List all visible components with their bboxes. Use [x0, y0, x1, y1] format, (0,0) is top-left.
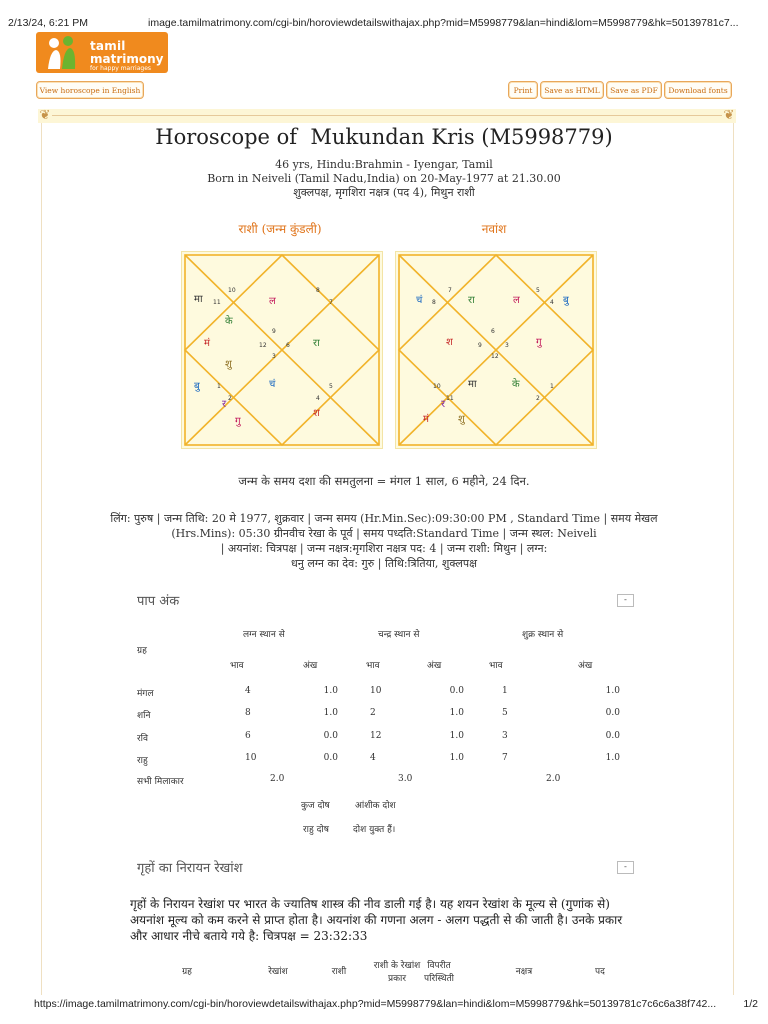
planet-label: रा [313, 338, 320, 349]
graha-header: ग्रह [137, 646, 147, 656]
papa-cell: 0.0 [605, 731, 620, 741]
col-pad: पद [595, 967, 605, 977]
papa-row-planet: शनि [137, 711, 151, 721]
house-number: 2 [536, 395, 540, 402]
papa-cell: 3 [502, 731, 508, 741]
house-number: 5 [329, 383, 333, 390]
papa-cell: 1.0 [449, 753, 464, 763]
print-header [0, 0, 768, 30]
house-number: 1 [217, 383, 221, 390]
total-shukra: 2.0 [546, 774, 561, 784]
group-header-lagna: लग्न स्थान से [243, 630, 285, 640]
download-fonts-button[interactable]: Download fonts [664, 81, 732, 99]
planet-label: रा [468, 295, 475, 306]
col-rekhansh: रेखांश [268, 967, 288, 977]
papa-cell: 0.0 [449, 686, 464, 696]
papa-cell: 7 [502, 753, 508, 763]
planet-label: ल [513, 295, 520, 306]
papa-cell: 0.0 [605, 708, 620, 718]
print-url: image.tamilmatrimony.com/cgi-bin/horoviewdetailswithajax.php?mid=M5998779&lan=hindi&lom=M5998779&hk=50139781c7... [148, 17, 739, 29]
planet-label: र [222, 399, 227, 410]
subheader-ankh: अंख [427, 661, 442, 671]
papa-cell: 6 [245, 731, 251, 741]
house-number: 6 [286, 342, 290, 349]
papa-cell: 1.0 [323, 686, 338, 696]
house-number: 12 [259, 342, 267, 349]
corner-ornament-icon: ❦ [723, 108, 735, 123]
papa-collapse-button[interactable]: - [617, 594, 634, 607]
save-pdf-button[interactable]: Save as PDF [606, 81, 662, 99]
papa-row-planet: रवि [137, 734, 149, 744]
papa-cell: 5 [502, 708, 508, 718]
planet-label: के [225, 316, 233, 327]
papa-cell: 8 [245, 708, 251, 718]
profile-name: Mukundan Kris (M5998779) [310, 125, 613, 149]
save-html-button[interactable]: Save as HTML [540, 81, 604, 99]
papa-cell: 4 [370, 753, 376, 763]
print-page-number: 1/2 [743, 998, 758, 1010]
house-number: 12 [491, 353, 499, 360]
planet-label: शु [458, 414, 465, 425]
logo-line1: tamil [90, 39, 126, 53]
papa-cell: 10 [245, 753, 257, 763]
nirayana-section-title: गृहों का निरायन रेखांश [137, 861, 243, 876]
papa-cell: 1 [502, 686, 508, 696]
planet-label: चं [269, 379, 276, 390]
profile-summary: 46 yrs, Hindu:Brahmin - Iyengar, Tamil [275, 158, 493, 171]
birth-summary: Born in Neiveli (Tamil Nadu,India) on 20-May-1977 at 21.30.00 [207, 172, 561, 185]
planet-label: शु [225, 359, 232, 370]
subheader-bhava: भाव [489, 661, 503, 671]
kuja-dosha-label: कुज दोष [301, 801, 330, 811]
papa-cell: 2 [370, 708, 376, 718]
planet-label: मा [194, 294, 203, 305]
papa-cell: 1.0 [323, 708, 338, 718]
planet-label: चं [416, 295, 423, 306]
total-chandra: 3.0 [398, 774, 413, 784]
dasha-balance: जन्म के समय दशा की समतुलना = मंगल 1 साल, 6 महीने, 24 दिन. [238, 474, 530, 488]
planet-label: बु [563, 295, 569, 306]
group-header-shukra: शुक्र स्थान से [522, 630, 564, 640]
house-number: 3 [272, 353, 276, 360]
house-number: 4 [550, 299, 554, 306]
navamsa-chart-title: नवांश [481, 222, 507, 236]
print-footer [0, 995, 768, 1015]
birth-details-line1: लिंग: पुरुष | जन्म तिथि: 20 मे 1977, शुक्रवार | जन्म समय (Hr.Min.Sec):09:30:00 PM , Standard Time | समय मेखल [110, 512, 658, 525]
planet-label: ल [269, 296, 276, 307]
planet-label: र [441, 399, 446, 410]
papa-row-planet: मंगल [137, 689, 154, 699]
view-english-button[interactable]: View horoscope in English [36, 81, 144, 99]
planet-label: श [446, 337, 453, 348]
papa-section-title: पाप अंक [137, 594, 180, 609]
house-number: 4 [316, 395, 320, 402]
planet-label: श [313, 408, 320, 419]
rasi-chart-grid [182, 252, 382, 448]
rasi-chart-title: राशी (जन्म कुंडली) [238, 222, 322, 236]
papa-cell: 10 [370, 686, 382, 696]
print-button[interactable]: Print [508, 81, 538, 99]
col-graha: ग्रह [182, 967, 192, 977]
house-number: 2 [228, 395, 232, 402]
house-number: 8 [432, 299, 436, 306]
group-header-chandra: चन्द्र स्थान से [378, 630, 420, 640]
title-prefix: Horoscope of [155, 125, 298, 149]
house-number: 9 [272, 328, 276, 335]
nakshatra-summary: शुक्लपक्ष, मृगशिरा नक्षत्र (पद 4), मिथुन राशी [293, 186, 475, 199]
print-footer-url: https://image.tamilmatrimony.com/cgi-bin/horoviewdetailswithajax.php?mid=M5998779&lan=hindi&lom=M5998779&hk=50139781c7c6c6a38f742... [34, 998, 717, 1010]
tamilmatrimony-logo[interactable] [36, 32, 168, 73]
subheader-bhava: भाव [230, 661, 244, 671]
planet-label: मं [204, 338, 210, 349]
planet-label: गु [536, 337, 542, 348]
planet-label: मा [468, 379, 477, 390]
subheader-ankh: अंख [578, 661, 593, 671]
house-number: 10 [228, 287, 236, 294]
birth-details-line4: धनु लग्न का देव: गुरु | तिथि:त्रितिया, शुक्लपक्ष [291, 557, 477, 570]
kuja-dosha-value: आंशीक दोश [355, 801, 396, 811]
house-number: 6 [491, 328, 495, 335]
total-lagna: 2.0 [270, 774, 285, 784]
subheader-bhava: भाव [366, 661, 380, 671]
papa-cell: 1.0 [449, 731, 464, 741]
planet-label: गु [235, 416, 241, 427]
rasi-chart [181, 251, 383, 449]
couple-logo-icon [42, 35, 82, 70]
total-label: सभी मिलाकार [137, 777, 184, 787]
house-number: 8 [316, 287, 320, 294]
nirayana-description: गृहों के निरायन रेखांश पर भारत के ज्यातिष शास्त्र की नीव डाली गई है। यह शयन रेखांश के मूल्य से (गुणांक से) अयनांश मूल्य को कम करने से प्राप्त होता है। अयनांश की गणना अलग - अलग पद्धती से की जाती है। उनके प्रकार और आधार नीचे बताये गये है: चित्रपक्ष = 23:32:33 [130, 897, 623, 943]
birth-details-line2: (Hrs.Mins): 05:30 ग्रीनवीच रेखा के पूर्व | समय पध्दति:Standard Time | जन्म स्थल: Neiveli [171, 527, 597, 540]
house-number: 9 [478, 342, 482, 349]
col-viparit-paristhiti: विपरीत परिस्थिती [424, 961, 454, 984]
nirayana-collapse-button[interactable]: - [617, 861, 634, 874]
papa-cell: 0.0 [323, 731, 338, 741]
logo-line2: matrimony [90, 52, 164, 66]
print-timestamp: 2/13/24, 6:21 PM [8, 17, 88, 29]
subheader-ankh: अंख [303, 661, 318, 671]
papa-cell: 1.0 [605, 753, 620, 763]
house-number: 7 [329, 299, 333, 306]
papa-cell: 4 [245, 686, 251, 696]
birth-details-line3: | अयनांश: चित्रपक्ष | जन्म नक्षत्र:मृगशिरा नक्षत्र पद: 4 | जन्म राशी: मिथुन | लग्न: [220, 542, 548, 555]
house-number: 11 [446, 395, 454, 402]
page-title [0, 125, 768, 149]
planet-label: के [512, 379, 520, 390]
rahu-dosha-label: राहु दोष [303, 825, 329, 835]
house-number: 1 [550, 383, 554, 390]
col-rashi: राशी [331, 967, 347, 977]
planet-label: मं [423, 414, 429, 425]
corner-ornament-icon: ❦ [39, 108, 51, 123]
navamsa-chart [395, 251, 597, 449]
papa-cell: 0.0 [323, 753, 338, 763]
papa-cell: 1.0 [605, 686, 620, 696]
logo-tagline: for happy marriages [90, 65, 152, 72]
house-number: 3 [505, 342, 509, 349]
house-number: 11 [213, 299, 221, 306]
ornamental-border [38, 109, 736, 123]
papa-cell: 1.0 [449, 708, 464, 718]
house-number: 10 [433, 383, 441, 390]
papa-cell: 12 [370, 731, 382, 741]
col-nakshatra: नक्षत्र [515, 967, 533, 977]
rahu-dosha-value: दोश युक्त हैं। [353, 825, 396, 835]
col-rashi-rekhansh-prakar: राशी के रेखांश प्रकार [373, 961, 421, 984]
house-number: 5 [536, 287, 540, 294]
planet-label: बु [194, 381, 200, 392]
house-number: 7 [448, 287, 452, 294]
papa-row-planet: राहु [137, 756, 148, 766]
